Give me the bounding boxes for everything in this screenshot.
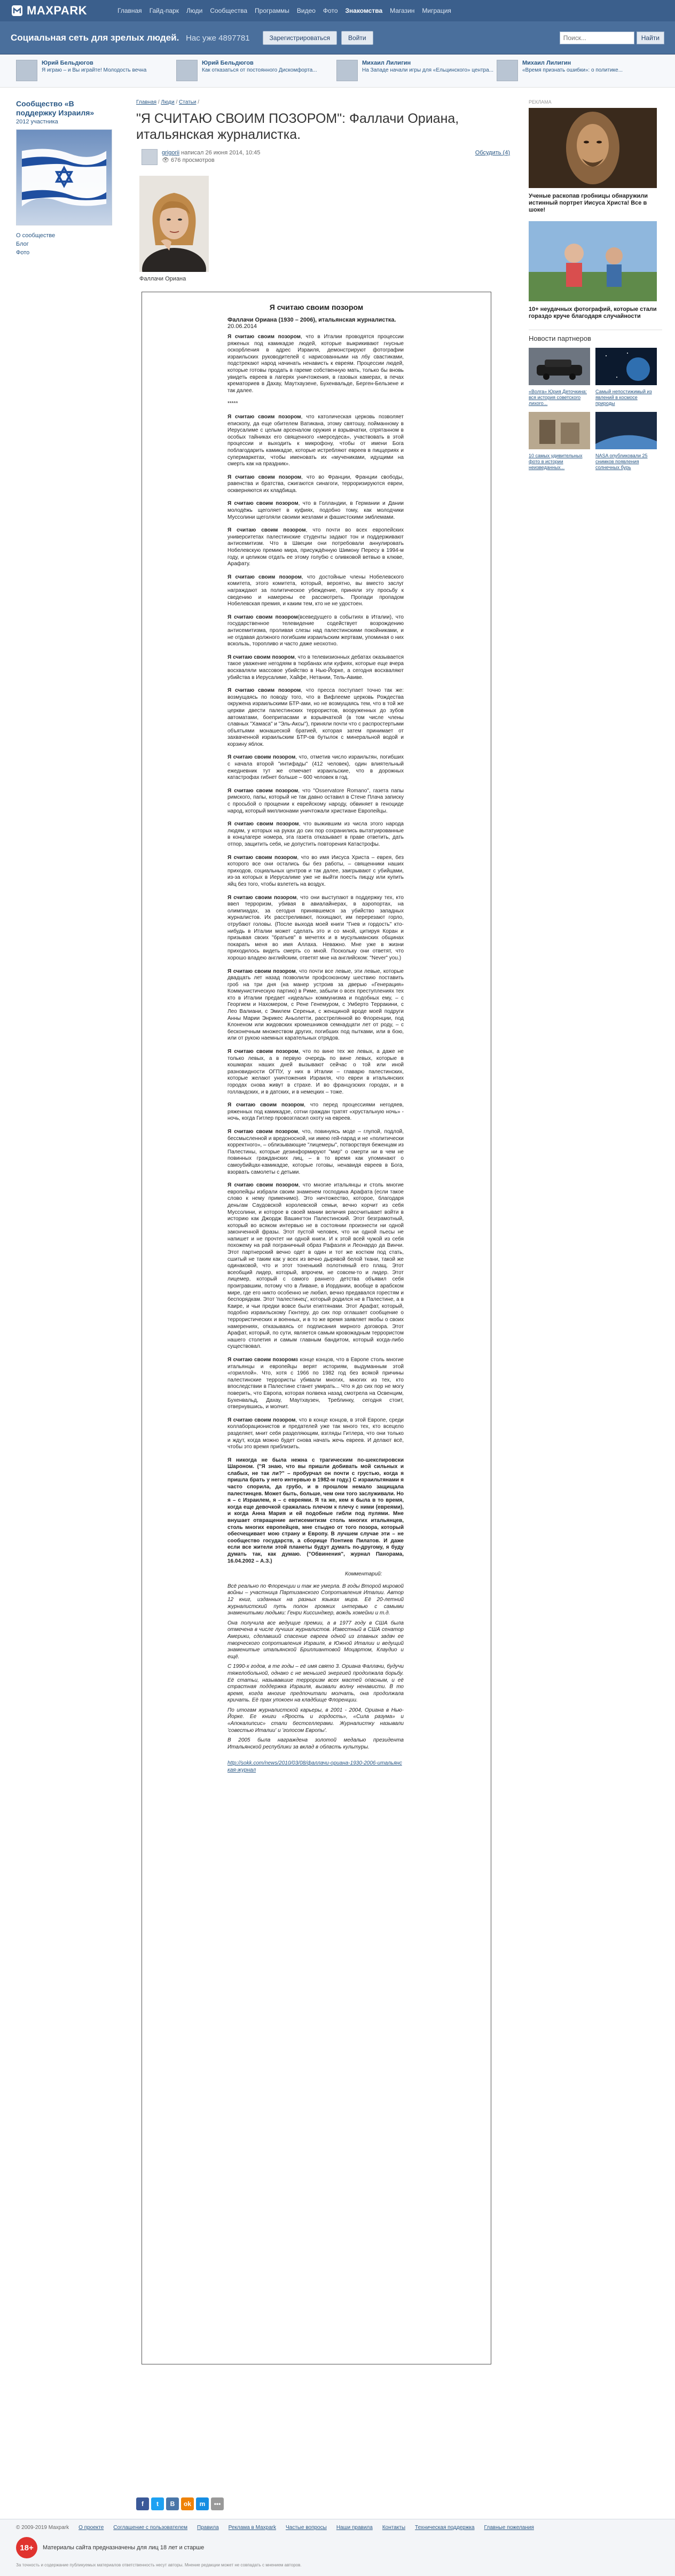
age-restriction-text: Материалы сайта предназначены для лиц 18 лет и старше [43, 2544, 205, 2551]
article-paragraph: Я считаю своим позором, что "Osservatore Romano", газета папы римского, папы, который не так давно оставил в Стене Плача записку с просьбой о прощении к еврейскому народу, обвиняет в геноциде народ, который миллионами уничтожали христиане Европейцы. [227, 787, 404, 814]
article-paragraph: Я считаю своим позором, что они выступают в поддержку тех, кто ввел терроризм, убивая в авиалайнерах, в аэропортах, на олимпиадах, за сегодня принявшемся за убийство западных журналистов. Их расстреливают, похищают, им перерезают горло, отрубают головы. (После выхода моей книги "Гнев и гордость" кто-нибудь в Италии может сделать это и со мной, цитируя Коран и призывая своих "братьев" в мечетях и в мусульманских общинах покарать меня во имя Аллаха. Неважно. Мне уже в жизни приходилось видеть смерть со мной. Поскольку они ответят, что хорошо владею английским, ответят мне на английском: "Never" you.) [227, 894, 404, 961]
separator: ***** [227, 401, 238, 407]
user-count: Нас уже 4897781 [186, 33, 250, 43]
twitter-share-icon[interactable]: t [151, 2497, 164, 2510]
more-share-icon[interactable]: ••• [211, 2497, 224, 2510]
footer-links [0, 2519, 675, 2531]
article-body [142, 292, 491, 2364]
nav-item-hydepark[interactable]: Гайд-парк [149, 7, 179, 14]
article-paragraph: Я считаю своим позоромв конце концов, что в Европе столь многие итальянцы и европейцы верят историям, выдуманным этой «гориллой». Что, хотя с 1966 по 1982 год без всякой причины палестинские террористы убивали многих, многих из тех, кто впоследствии в Палестине станет умирать... Что я до сих пор не могу поверить, что Европа, которая полвека назад смотрела на Освенцим, Бухенвальд, Дахау, Маутхаузен, Треблинку, сегодня стоит, отвернувшись, и молчит. [227, 1356, 404, 1410]
ad-headline[interactable]: Ученые раскопав гробницы обнаружили истинный портрет Иисуса Христа! Все в шоке! [529, 193, 648, 213]
article-paragraph: Я считаю своим позором, что почти все левые, эти левые, которые двадцать лет назад позволили профсоюзному шествию поставить гроб на три дня (на манер устроив за дверью «Генерация» Коммунистическую партию) в Риме, забыли о всех преступлениях тех кто в Италии предает «идеалы» коммунизма и подобных ему, – с Георгием и Нахомером, с Рене Генемуром, с Умберто Терракини, с Лео Валиани, с Эмилем Сереньи, с женщиной вроде моей подруги Анны Марии Энрикес Аньолетти, расстрелянной во Флоренции, под Клоненом или жидовских кромешников семнадцати лет от роду, – с бесконечным множеством других, погибших под пытками, или в бою, или от рукою наемных карательных отрядов. [227, 968, 404, 1042]
history-photo-image[interactable] [529, 412, 590, 449]
article-paragraph: Я считаю своим позором, что многие итальянцы и столь многие европейцы избрали своим знаменем господина Арафата (если такое слово к нему применимо). Это ничтожество, которое, благодаря деньгам Саудовской королевской семьи, вечно корчит из себя Муссолини, и которое в своей мании величия рассчитывает войти в историю как Джордж Вашингтон Палестинский. Этот безграмотный, который во всяком интервью не в состоянии произнести ни одной законченной фразы. Этот пустой человек, что ни одной пьесы не напишет и не прочтет ни одной книги. И к этой всей чужой из себя похожему на рай пограничный образ Рафаэля и Леонардо да Винчи. Этот партнерский вечно одет в один и тот же костюм под стать, сшитый не таким как у всех из вечно дырявой белой ткани, такой же одинаковой, что и этот тоненький полотняный его плащ. Этот всеобщий лидер, который, впрочем, не совсем-то и лидер. Этот лицемер, который с самого раннего детства объявил себя проигравшим, потому что в Ливане, в Иордании, вообще в арабском мире, где его никто особенно не любил, вечно предавался горестям и беспорядкам. Этот 'палестинец', который родился не в Палестине, а в Каире, и чьи предки вовсе были египтянами. Этот Арафат, который, подобно израильскому Гюнтеру, до сих пор оглашает сообщение о террористических и военных, и в то же время заявляет якобы о своих намерениях, отказываясь от подписания мирного договора. Этот Арафат, который, по сути, является самым кровожадным террористом нашего столетия и самым главным бандитом, который когда-либо существовал. [227, 1182, 404, 1350]
featured-bloggers-strip [0, 54, 675, 88]
breadcrumb-articles[interactable]: Статьи [179, 99, 197, 105]
oriana-fallaci-photo[interactable] [139, 176, 209, 272]
strip-item[interactable] [176, 60, 336, 87]
post-date: написал 26 июня 2014, 10:45 [181, 150, 261, 156]
israel-flag-image[interactable] [16, 129, 112, 225]
footer-link-wishes[interactable]: Главные пожелания [484, 2525, 534, 2531]
jesus-portrait-ad-image[interactable] [529, 108, 657, 188]
article-paragraph: Я считаю своим позором, что католическая церковь позволяет епископу, да еще обителем Ватикана, этому святошу, пойманному в Иерусалиме с целым арсеналом оружия и взрывчатки, спрятанном в особых тайниках его священного «мерседеса», участвовать в этой процессии и выходить к микрофону, чтобы от имени Бога поблагодарить камикадзе, которые истребляют евреев в пиццериях и супермаркетах, чтобы именовать их «мучениками, идущими на смерть как на праздник». [227, 413, 404, 467]
post-author-link[interactable]: grigorii [162, 150, 180, 156]
article-date: 20.06.2014 [227, 323, 257, 330]
funny-photo-ad-image[interactable] [529, 221, 657, 301]
avatar[interactable] [176, 60, 198, 81]
copyright: © 2009-2019 Maxpark [16, 2525, 69, 2531]
breadcrumb-home[interactable]: Главная [136, 99, 157, 105]
nav-item-communities[interactable]: Сообщества [210, 7, 248, 14]
post-meta [136, 149, 510, 165]
strip-item[interactable] [16, 60, 176, 87]
eye-icon: 👁 [162, 157, 169, 163]
ad-headline[interactable]: 10+ неудачных фотографий, которые стали гораздо круче благодаря случайности [529, 306, 657, 319]
avatar[interactable] [497, 60, 518, 81]
commentary [227, 1583, 404, 1751]
article-paragraph: Я считаю своим позором, что почти во всех европейских университетах палестинские студенты задают тон и поддерживают антисемитизм. Что в Швеции они потребовали аннулировать Нобелевскую премию мира, присуждённую Шимону Пересу в 1994-м году, и целиком отдать ее этому голубю с оливковой ветвью в клюве, Арафату. [227, 527, 404, 567]
site-tagline [11, 33, 250, 43]
photo-caption: Фаллачи Ориана [139, 276, 186, 282]
article-paragraph: Я считаю своим позором, что во Франции, Франции свободы, равенства и братства, сжигаются синагоги, терроризируются евреи, оскверняются их кладбища. [227, 474, 404, 494]
strip-item[interactable] [336, 60, 497, 87]
partner-item[interactable] [529, 412, 590, 471]
age-restriction [0, 2537, 675, 2558]
strip-post-title[interactable]: На Западе начали игры для «Ельцинского» центра... [362, 67, 494, 73]
partner-headline[interactable]: Самый непостижимый из явлений в космосе природы [595, 389, 652, 406]
nav-item-migration[interactable]: Миграция [422, 7, 451, 14]
nav-item-video[interactable]: Видео [296, 7, 316, 14]
nav-item-dating[interactable]: Знакомства [345, 7, 383, 14]
strip-post-title[interactable]: Я играю – и Вы играйте! Молодость вечна [42, 67, 147, 73]
page-title: "Я СЧИТАЮ СВОИМ ПОЗОРОМ": Фаллачи Ориана, итальянская журналистка. [136, 111, 459, 142]
nav-item-photo[interactable]: Фото [323, 7, 338, 14]
nav-item-people[interactable]: Люди [186, 7, 203, 14]
avatar[interactable] [336, 60, 358, 81]
partner-row [529, 348, 662, 407]
register-button[interactable]: Зарегистрироваться [263, 31, 337, 45]
nav-item-home[interactable]: Главная [117, 7, 142, 14]
commentary-paragraph: С 1990-х годов, в те годы – её имя свято 3. Ориана Фаллачи, будучи тяжелобольной, однако с не меньшей энергией продолжала борьбу. Её статьи, называвшие терроризм всех мастей опасным, и её страстная поддержка Израиля, вызвали волну ненависти. В то время, когда многие предпочитали молчать, она продолжала кричать. Её прах упокоен на кладбище Флоренции. [227, 1664, 404, 1704]
partners-title: Новости партнеров [529, 330, 662, 342]
community-photo-link[interactable]: Фото [16, 249, 30, 256]
nav-item-shop[interactable]: Магазин [390, 7, 415, 14]
community-sidebar [16, 99, 115, 257]
strip-post-title[interactable]: Как отказаться от постоянного Дискомфорта... [202, 67, 317, 73]
main-content [136, 99, 510, 2364]
partner-headline[interactable]: NASA опубликовали 25 снимков появления солнечных бурь [595, 453, 648, 470]
article-paragraph: Я считаю своим позором, что пресса поступает точно так же: возмущаясь по поводу того, что в Вифлееме церковь Рождества окружена израильскими БТР-ами, но не возмущаясь тем, что в той же церкви двести палестинских террористов, вооруженных до зубов автоматами, боеприпасами и взрывчаткой (в том числе члены славных "Хамаса" и "Эль-Аксы"), приняли почти что с распростертыми объятьями монашеской братией, которая затем принимает от захваченной израильским БТР-ов бутылок с минеральной водой и корзину яблок. [227, 688, 404, 747]
strip-author-name[interactable]: Юрий Бельдюгов [42, 60, 93, 66]
breadcrumb: Главная / Люди / Статьи / [136, 99, 199, 105]
share-buttons [136, 2497, 224, 2510]
avatar[interactable] [142, 149, 158, 165]
community-title[interactable]: Сообщество «В поддержку Израиля» [16, 99, 95, 117]
mailru-share-icon[interactable]: m [196, 2497, 209, 2510]
commentary-paragraph: Она получила все ведущие премии, а в 1977 году в США была отмечена в числе лучших журналистов. Известный в США сенатор Америки, сделавший спасение евреев одной из главных задач ее творческого сопротивления Израиля, в Южной Италии и ведущий знаменитые итальянской Бриллиантовой Моцартом, Клаудио и ещё. [227, 1620, 404, 1660]
footer [0, 2519, 675, 2576]
odnoklassniki-share-icon[interactable]: ok [181, 2497, 194, 2510]
article-paragraph: Я считаю своим позором, что достойные члены Нобелевского комитета, этого комитета, который, вероятно, вы вместо заслуг награждают за политическое убеждение, приняли эту просьбу к сведению и намерены ее рассмотреть. Пропади пропадом Нобелевская премия, и каким тем, кто не не удостоен. [227, 574, 404, 607]
partner-row [529, 412, 662, 471]
header-subbar [0, 21, 675, 54]
logo-text: MAXPARK [27, 4, 88, 17]
strip-author-name[interactable]: Михаил Лилигин [362, 60, 411, 66]
logo-icon [11, 4, 23, 17]
commentary-paragraph: По итогам журналистской карьеры, в 2001 - 2004, Ориана в Нью-Йорке. Ее книги «Ярость и гордость», «Сила разума» и «Апокалипсис» стали бестселлерами. Журналистку называли 'совестью Италии' и 'голосом Европы'. [227, 1707, 404, 1734]
article-paragraph: Я считаю своим позором, что в конце концов, в этой Европе, среди коллаборационистов и предателей уже так много тех, кто всецело разделяет, мнит себя разделяющим, взгляды Гитлера, что они только и ждут, когда можно будет снова начать жечь евреев. И делают всё, чтобы это время приблизить. [227, 1417, 404, 1450]
strip-author-name[interactable]: Юрий Бельдюгов [202, 60, 254, 66]
right-sidebar [529, 99, 662, 471]
partner-headline[interactable]: 10 самых удивительных фото в истории неизведанных... [529, 453, 583, 470]
vk-share-icon[interactable]: B [166, 2497, 179, 2510]
volga-car-image[interactable] [529, 348, 590, 385]
breadcrumb-people[interactable]: Люди [161, 99, 175, 105]
footer-link-rules[interactable]: Правила [197, 2525, 219, 2531]
main-menu [117, 7, 451, 14]
avatar[interactable] [16, 60, 37, 81]
community-blog-link[interactable]: Блог [16, 241, 29, 247]
article-paragraph: Я считаю своим позором, что, повинуясь моде – глупой, подлой, бессмысленной и вредоносной, ни имею гей-парад и не «политически корректного», – облизывающие "лицемеры", потворствуя беженцам из Палестины, которые дезинформируют "мир" о смерти ни в чем не повинных гражданских лиц, – в то время как упоминают о самоубийцах-камикадзе, которые готовы, ненавидя евреев в Бога, взорвать самолеты с детьми. [227, 1128, 404, 1175]
community-about-link[interactable]: О сообществе [16, 232, 56, 239]
article-paragraph: Я считаю своим позором, что в Голландии, в Германии и Дании молодёжь щеголяет в куфиях, подобно тому, как молодчики Муссолини щеголяли своими жезлами и фашистскими эмблемами. [227, 501, 404, 520]
maxpark-logo[interactable] [11, 4, 117, 18]
community-links [16, 231, 115, 257]
article-paragraph: Я считаю своим позором(всеведущего в событиях в Италии), что государственное телевидение содействует возрождению антисемитизма, проливая слезы над палестинскими покойниками, и не отдавая должного погибшим израильским жертвам, упоминая о них вскользь, торопливо и часто даже неохотно. [227, 614, 404, 647]
footer-link-faq[interactable]: Частые вопросы [285, 2525, 327, 2531]
article-paragraph: Я считаю своим позором, что в Италии проводятся процессии ряженых под камикадзе людей, которые выкрикивают гнусные оскорбления в адрес Израиля, демонстрируют фотографии израильских руководителей с нарисованными на лбу свастиками, подстрекают народ начинать ненависть к евреям. Процессии людей, которые готовы продать в гареме собственную мать, только бы вновь увидеть евреев в лагерях уничтожения, в газовых камерах, в печах крематориев в Дахау, Маутхаузене, Бухенвальде, Берген-Бельзене и так далее. [227, 334, 404, 394]
footer-link-about[interactable]: О проекте [79, 2525, 104, 2531]
commentary-paragraph: Всё реально по Флоренции и так же умерла. В годы Второй мировой войны – участница Партизанского Сопротивления Италии. Автор 12 книг, изданных на разных языках мира. Её 20-летний журналистский путь полон громких интервью с самыми знаменитыми людьми: Генри Киссинджер, вождь хомейни и т.д. [227, 1583, 404, 1617]
article-heading: Я считаю своим позором [269, 303, 364, 311]
earth-orbit-image[interactable] [595, 412, 657, 449]
ad-label: РЕКЛАМА [529, 99, 552, 105]
top-navigation-bar [0, 0, 675, 21]
partner-item[interactable] [595, 348, 657, 407]
community-member-count[interactable]: 2012 участника [16, 119, 58, 125]
article-paragraph: Я считаю своим позором, что во имя Иисуса Христа – еврея, без которого все они остались бы без работы, – священники наших приходов, социальных центров и так далее, заигрывают с убийцами, из-за которых в Иерусалиме уже не выйти поесть пиццу или купить яйц без того, чтобы взлететь на воздух. [227, 854, 404, 887]
footer-link-contacts[interactable]: Контакты [382, 2525, 406, 2531]
discuss-link[interactable]: Обсудить (4) [475, 150, 510, 156]
post-meta-info [162, 149, 260, 165]
footer-link-support[interactable]: Техническая поддержка [415, 2525, 475, 2531]
commentary-paragraph: В 2005 была награждена золотой медалью президента Итальянской республики за вклад в область культуры. [227, 1737, 404, 1750]
partner-headline[interactable]: «Волга» Юрия Деточкина: вся история советского лихого... [529, 389, 587, 406]
article-text [227, 334, 404, 1774]
login-button[interactable]: Войти [341, 31, 373, 45]
search-box [560, 32, 664, 44]
footer-disclaimer: За точность и содержание публикуемых материалов ответственность несут авторы. Мнение редакции может не совпадать с мнением авторов. [16, 2563, 302, 2567]
source-link[interactable]: http://sokk.com/news/2010/03/08/фаллачи-ориана-1930-2006-итальянская-журнал [227, 1760, 402, 1774]
strip-item[interactable] [497, 60, 657, 87]
facebook-share-icon[interactable]: f [136, 2497, 149, 2510]
partner-item[interactable] [595, 412, 657, 471]
commentary-heading: Комментарий: [345, 1571, 382, 1578]
footer-link-ads[interactable]: Реклама в Maxpark [228, 2525, 276, 2531]
article-paragraph: Я считаю своим позором, что по вине тех же левых, а даже не только левых, а в первую очередь по вине левых, которые в кошмарах наших дней вызывают сейчас о той или иной разновидности ОГПУ, у них в Италии – главарю палестинских, которые желают уничтожения Израиля, что евреи в итальянских городах снова живут в страхе. И во французских городах, и в голландских, и в датских, и в немецких – тоже. [227, 1049, 404, 1095]
tagline-text: Социальная сеть для зрелых людей. [11, 32, 179, 43]
search-input[interactable] [560, 32, 634, 44]
article-paragraph: Я считаю своим позором, что, отметив число израильтян, погибших с начала второй "интифады" (412 человек), один влиятельный ежедневник тут же отмечает израильские, что в дорожных катастрофах гибнет больше – 600 человек в год. [227, 754, 404, 781]
nav-item-programs[interactable]: Программы [255, 7, 289, 14]
strip-author-name[interactable]: Михаил Лилигин [522, 60, 571, 66]
footer-link-agreement[interactable]: Соглашение с пользователем [113, 2525, 188, 2531]
article-paragraph: Я считаю своим позором, что выжившим из числа этого народа людям, у которых на руках до сих пор сохранились вытатуированные в концлагере номера, эта газета отказывает в праве ответить, дать отпор, защитить себя, не допустить повторения Катастрофы. [227, 821, 404, 847]
search-button[interactable]: Найти [637, 32, 664, 44]
space-image[interactable] [595, 348, 657, 385]
strip-post-title[interactable]: «Время признать ошибки»: о политике... [522, 67, 623, 73]
article-closing: Я никогда не была нежна с трагическим по-шекспировски Шароном. ("Я знаю, что вы пришли добивать мой сильных и слабых, не так ли?" – пробурчал он почти с грустью, когда я пришла брать у него интервью в 1982-м году.) С израильтянами я часто спорила, да грубо, и в прошлом немало защищала палестинцев. Может быть, больше, чем они того заслуживали. Но я – с Израилем, я – с евреями. Я та же, кем я была в то время, когда еще девочкой сражалась плечом к плечу с ними (евреями), и когда Анна Мария и ей подобные гибли под пулями. Мне внушает отвращение антисемитизм столь многих итальянцев, столь многих европейцев, мне стыдно от того позора, который обесчещивает мою страну и Европу. В лучшем случае эти – не сообщество государств, а сборище Понтиев Пилатов. И даже если все жители этой планеты будут думать по-другому, я буду думать так, как думаю. ("Обвинения", журнал Панорама, 16.04.2002 – А.З.) [227, 1457, 404, 1564]
article-paragraph: Я считаю своим позором, что перед процессиями негодяев, ряженных под камикадзе, сотни граждан тратят «хрустальную ночь» - ночь, когда Гитлер провозгласил охоту на евреев. [227, 1102, 404, 1122]
age-18-badge: 18+ [16, 2537, 37, 2558]
article-subheading: Фаллачи Ориана (1930 – 2006), итальянская журналистка. [227, 317, 396, 323]
partner-item[interactable] [529, 348, 590, 407]
footer-link-our-rules[interactable]: Наши правила [336, 2525, 373, 2531]
post-views: 676 просмотров [171, 157, 215, 163]
article-paragraph: Я считаю своим позором, что в телевизионных дебатах оказывается такое уважение негодяям в тюрбанах или куфиях, которые еще вчера восхваляли массовое убийство в Нью-Йорке, а сегодня восхваляют убийства в Иерусалиме, Хайфе, Нетании, Тель-Авиве. [227, 654, 404, 681]
